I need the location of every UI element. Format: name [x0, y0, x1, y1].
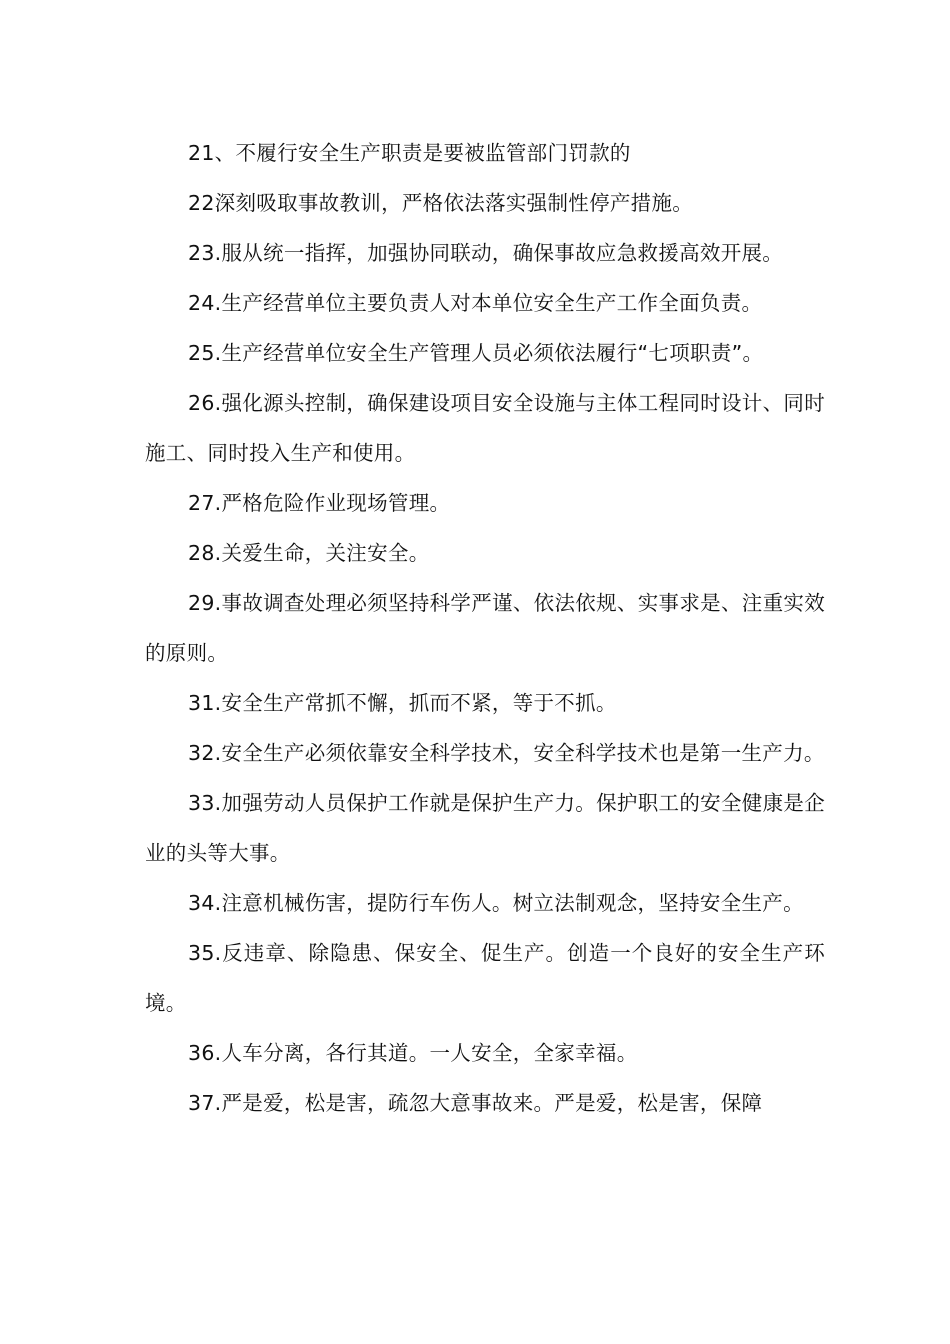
paragraph-27: 27.严格危险作业现场管理。 — [188, 491, 451, 515]
paragraph-34: 34.注意机械伤害，提防行车伤人。树立法制观念，坚持安全生产。 — [188, 891, 804, 915]
document-body — [145, 128, 825, 1128]
paragraph-33: 33.加强劳动人员保护工作就是保护生产力。保护职工的安全健康是企业的头等大事。 — [145, 791, 825, 865]
paragraph-37: 37.严是爱，松是害，疏忽大意事故来。严是爱，松是害，保障 — [188, 1091, 763, 1115]
paragraph-28: 28.关爱生命，关注安全。 — [188, 541, 430, 565]
paragraph-22: 22深刻吸取事故教训，严格依法落实强制性停产措施。 — [188, 191, 694, 215]
paragraph-35: 35.反违章、除隐患、保安全、促生产。创造一个良好的安全生产环境。 — [145, 941, 825, 1015]
paragraph-36: 36.人车分离，各行其道。一人安全，全家幸福。 — [188, 1041, 638, 1065]
paragraph-24: 24.生产经营单位主要负责人对本单位安全生产工作全面负责。 — [188, 291, 763, 315]
paragraph-21: 21、不履行安全生产职责是要被监管部门罚款的 — [188, 141, 631, 165]
paragraph-32: 32.安全生产必须依靠安全科学技术，安全科学技术也是第一生产力。 — [188, 741, 825, 765]
paragraph-25: 25.生产经营单位安全生产管理人员必须依法履行“七项职责”。 — [188, 341, 764, 365]
paragraph-31: 31.安全生产常抓不懈，抓而不紧，等于不抓。 — [188, 691, 617, 715]
paragraph-23: 23.服从统一指挥，加强协同联动，确保事故应急救援高效开展。 — [188, 241, 784, 265]
paragraph-29: 29.事故调查处理必须坚持科学严谨、依法依规、实事求是、注重实效的原则。 — [145, 591, 825, 665]
paragraph-26: 26.强化源头控制，确保建设项目安全设施与主体工程同时设计、同时施工、同时投入生产和使用。 — [145, 391, 825, 465]
